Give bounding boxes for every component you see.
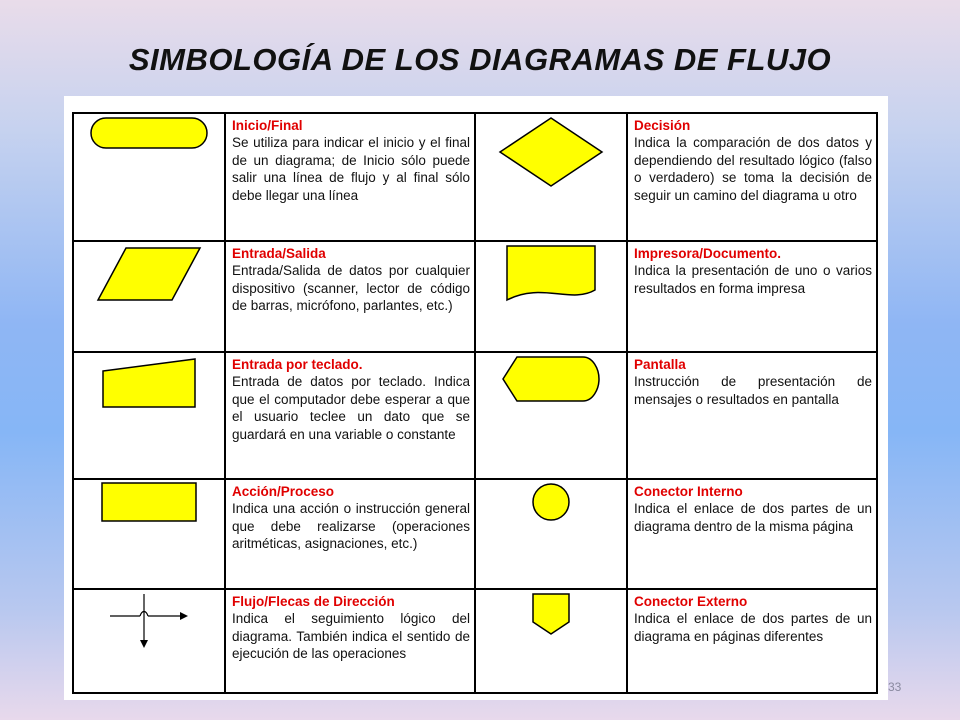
symbol-cell [73,352,225,479]
symbol-description: Indica la comparación de dos datos y dependiendo del resultado lógico (falso o verdadero) se toma la decisión de seguir un camino del diagrama u otro [634,135,872,203]
symbol-description: Indica la presentación de uno o varios resultados en forma impresa [634,263,872,296]
symbol-description: Indica el enlace de dos partes de un diagrama dentro de la misma página [634,501,872,534]
symbol-description: Instrucción de presentación de mensajes o resultados en pantalla [634,374,872,407]
manual-input-icon [97,353,201,413]
flow-arrows-icon [104,590,194,652]
table-row [73,479,877,589]
description-cell [225,113,475,241]
symbol-cell [73,479,225,589]
symbol-description: Entrada de datos por teclado. Indica que el computador debe esperar a que el usuario teclee un dato que se guardará en una variable o constante [232,374,470,442]
symbol-table-panel [64,96,888,700]
symbol-name: Pantalla [634,357,686,372]
description-cell [627,113,877,241]
symbol-cell [73,113,225,241]
symbol-name: Entrada/Salida [232,246,326,261]
symbol-name: Impresora/Documento. [634,246,782,261]
symbol-description: Entrada/Salida de datos por cualquier dispositivo (scanner, lector de código de barras, micrófono, parlantes, etc.) [232,263,470,313]
symbol-name: Flujo/Flecas de Dirección [232,594,395,609]
input-output-parallelogram-icon [94,242,204,306]
table-row [73,589,877,693]
decision-diamond-icon [496,114,606,190]
description-cell [627,241,877,352]
symbol-description: Indica el seguimiento lógico del diagrama. También indica el sentido de ejecución de las operaciones [232,611,470,661]
symbol-name: Decisión [634,118,691,133]
table-row [73,352,877,479]
symbol-name: Acción/Proceso [232,484,335,499]
description-cell [225,241,475,352]
symbol-cell [475,589,627,693]
symbol-cell [475,479,627,589]
terminator-icon [89,114,209,154]
symbol-description: Indica una acción o instrucción general que debe realizarse (operaciones aritméticas, asignaciones, etc.) [232,501,470,551]
symbol-name: Conector Externo [634,594,748,609]
symbol-name: Inicio/Final [232,118,303,133]
symbol-description: Se utiliza para indicar el inicio y el final de un diagrama; de Inicio sólo puede salir una línea de flujo y al final sólo debe llegar una línea [232,135,470,203]
symbol-cell [475,352,627,479]
description-cell [225,479,475,589]
description-cell [627,352,877,479]
symbol-cell [73,241,225,352]
table-row [73,113,877,241]
symbol-description: Indica el enlace de dos partes de un diagrama en páginas diferentes [634,611,872,644]
symbol-name: Conector Interno [634,484,743,499]
process-rectangle-icon [99,480,199,524]
symbol-cell [475,113,627,241]
symbol-cell [475,241,627,352]
symbol-cell [73,589,225,693]
external-connector-icon [527,590,575,638]
document-icon [501,242,601,308]
symbol-name: Entrada por teclado. [232,357,363,372]
description-cell [627,589,877,693]
page-number: 33 [888,680,902,694]
page-title: SIMBOLOGÍA DE LOS DIAGRAMAS DE FLUJO [128,42,832,77]
table-row [73,241,877,352]
description-cell [225,352,475,479]
internal-connector-circle-icon [529,480,573,524]
symbol-table [72,112,878,694]
description-cell [225,589,475,693]
description-cell [627,479,877,589]
display-icon [499,353,603,405]
